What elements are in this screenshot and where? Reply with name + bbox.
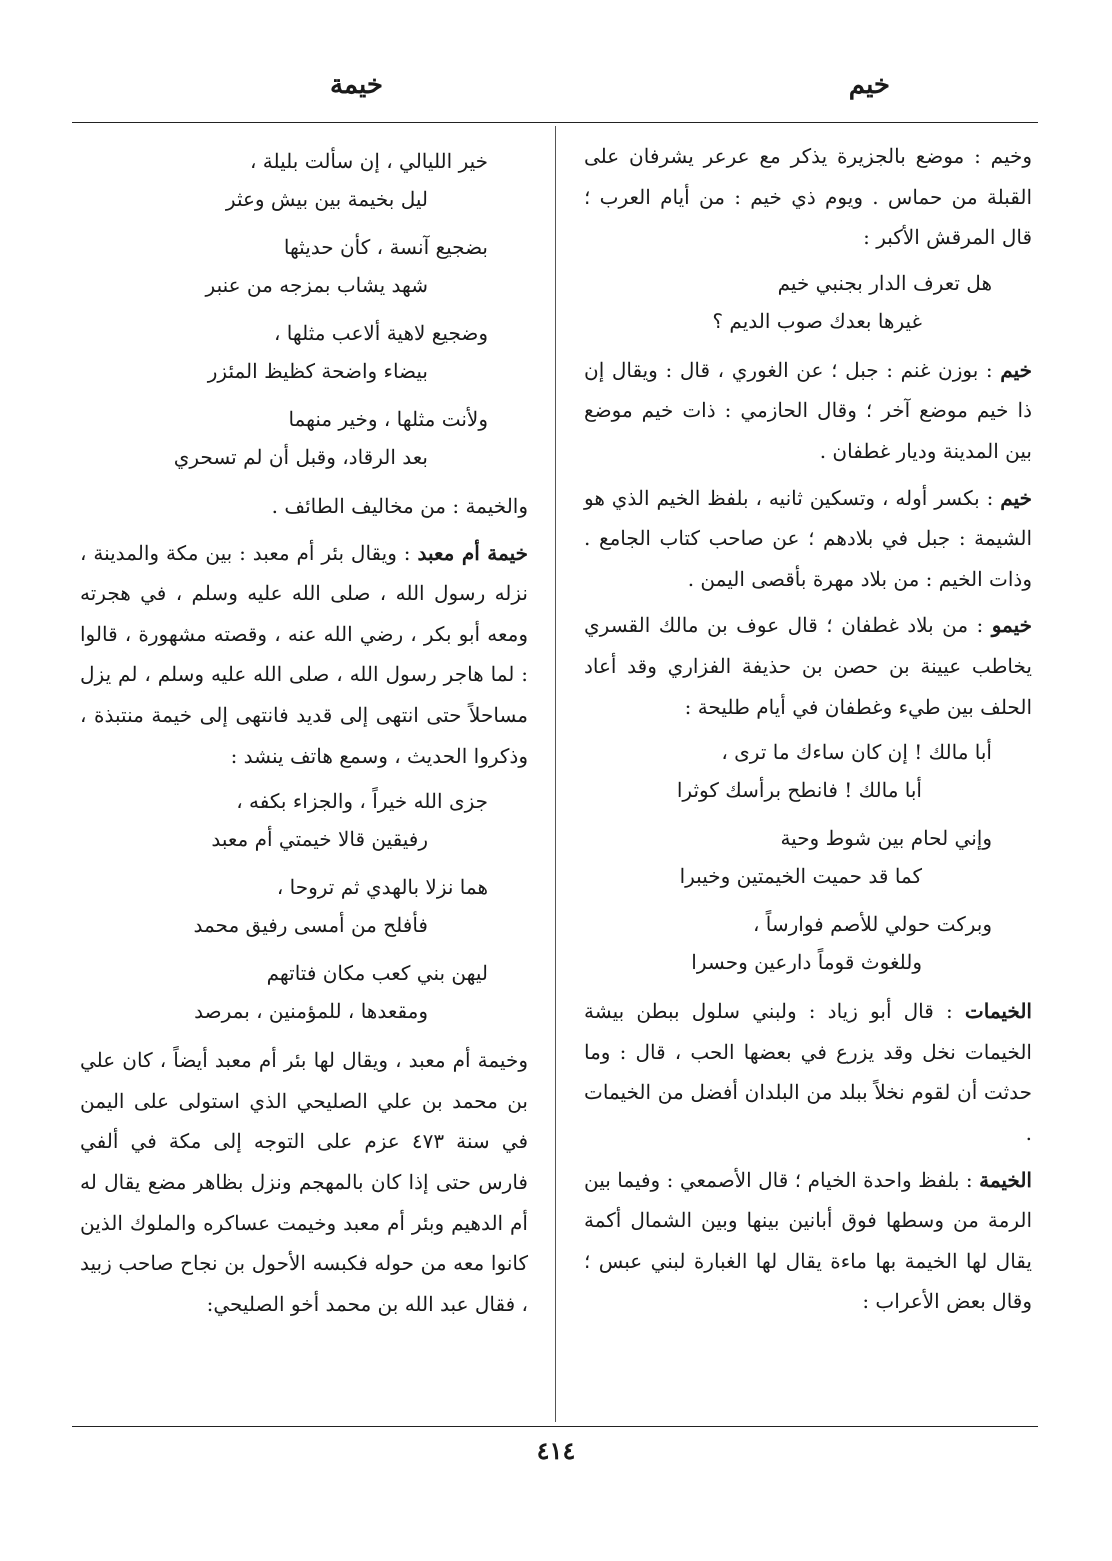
verse-line: وللغوث قوماً دارعين وحسرا — [691, 950, 922, 975]
entry-headword: خيم — [1000, 485, 1032, 510]
entry-headword: خيمو — [991, 613, 1032, 638]
verse-line: ولأنت مثلها ، وخير منهما — [288, 407, 488, 431]
entry-text: : بوزن غنم : جبل ؛ عن الغوري ، قال : ويقال إن ذا خيم موضع آخر ؛ وقال الحازمي : ذات خيم موضع بين المدينة وديار غطفان . — [584, 357, 1032, 463]
entry-al-khayma-taif — [80, 486, 528, 527]
entry-text: : من بلاد غطفان ؛ قال عوف بن مالك القسري يخاطب عيينة بن حصن بن حذيفة الفزاري وقد أعاد الحلف بين طيء وغطفان في أيام طليحة : — [584, 613, 1032, 719]
verse-line: وبركت حولي للأصم فوارساً ، — [752, 912, 992, 937]
verse-line: ومقعدها ، للمؤمنين ، بمرصد — [194, 999, 428, 1024]
entry-khaym-mountain — [584, 478, 1032, 600]
verse-line: أبا مالك ! فانطح برأسك كوثرا — [676, 778, 922, 803]
footer-rule — [72, 1426, 1038, 1427]
left-running-headword: خيمة — [330, 70, 383, 100]
entry-text: : بكسر أوله ، وتسكين ثانيه ، بلفظ الخيم الذي هو الشيمة : جبل في بلادهم ؛ عن صاحب كتاب الجامع . وذات الخيم : من بلاد مهرة بأقصى اليمن . — [584, 485, 1032, 591]
verse-block — [80, 400, 528, 476]
verse-line: بضجيع آنسة ، كأن حديثها — [283, 235, 488, 259]
right-column — [584, 136, 1032, 1328]
verse-line: هل تعرف الدار بجنبي خيم — [777, 270, 992, 295]
verse-block — [80, 868, 528, 944]
entry-text: : قال أبو زياد : ولبني سلول ببطن بيشة الخيمات نخل وقد يزرع في بعضها الحب ، قال : وما حدثت أن لقوم نخلاً ببلد من البلدان أفضل من الخيمات . — [584, 999, 1032, 1145]
verse-block — [80, 954, 528, 1030]
entry-continuation — [80, 1040, 528, 1324]
entry-headword: خيم — [1000, 357, 1032, 382]
verse-line: وضجيع لاهية ألاعب مثلها ، — [273, 321, 488, 345]
verse-line: بعد الرقاد، وقبل أن لم تسحري — [173, 445, 428, 469]
verse-line: فأفلح من أمسى رفيق محمد — [193, 913, 428, 938]
verse-line: وإني لحام بين شوط وحية — [780, 826, 992, 851]
verse-block — [80, 142, 528, 218]
verse-line: جزى الله خيراً ، والجزاء بكفه ، — [236, 789, 488, 814]
page-header — [70, 70, 1040, 110]
header-rule — [72, 122, 1038, 123]
entry-khaym-place — [584, 136, 1032, 258]
entry-khaymat-umm-mabad — [80, 533, 528, 777]
verse-line: خير الليالي ، إن سألت بليلة ، — [249, 149, 488, 173]
verse-line: رفيقين قالا خيمتي أم معبد — [211, 827, 428, 852]
entry-al-khaymat — [584, 991, 1032, 1153]
entry-khaymu — [584, 605, 1032, 727]
verse-block — [80, 228, 528, 304]
right-running-headword: خيم — [848, 70, 890, 100]
entry-headword: خيمة أم معبد — [417, 540, 528, 565]
left-column — [80, 136, 528, 1330]
verse-line: غيرها بعدك صوب الديم ؟ — [712, 308, 922, 333]
verse-block — [584, 264, 1032, 340]
entry-headword: الخيمات — [964, 999, 1032, 1024]
verse-line: بيضاء واضحة كظيظ المئزر — [207, 359, 428, 383]
entry-headword: الخيمة — [979, 1167, 1032, 1192]
verse-line: ليل بخيمة بين بيش وعثر — [225, 187, 428, 211]
page-number: ٤١٤ — [536, 1436, 576, 1465]
entry-text: : ويقال بئر أم معبد : بين مكة والمدينة ، نزله رسول الله ، صلى الله عليه وسلم ، في هجرته ومعه أبو بكر ، رضي الله عنه ، وقصته مشهورة ، قالوا : لما هاجر رسول الله ، صلى الله عليه وسلم ، لم يزل مساحلاً حتى انتهى إلى قديد فانتهى إلى خيمة منتبذة ، وذكروا الحديث ، وسمع هاتف ينشد : — [80, 540, 528, 768]
verse-block — [80, 314, 528, 390]
verse-line: كما قد حميت الخيمتين وخيبرا — [679, 864, 922, 889]
entry-text: وخيمة أم معبد ، ويقال لها بئر أم معبد أيضاً ، كان علي بن محمد بن علي الصليحي الذي استولى على اليمن في سنة ٤٧٣ عزم على التوجه إلى مكة في ألفي فارس حتى إذا كان بالمهجم ونزل بظاهر مضع يقال له أم الدهيم وبئر أم معبد وخيمت عساكره والملوك الذين كانوا معه من حوله فكبسه الأحول بن نجاح صاحب زبيد ، فقال عبد الله بن محمد أخو الصليحي: — [80, 1048, 528, 1316]
entry-text: والخيمة : من مخاليف الطائف . — [271, 494, 528, 518]
entry-khayam — [584, 350, 1032, 472]
verse-block — [80, 782, 528, 858]
verse-block — [584, 905, 1032, 981]
verse-line: هما نزلا بالهدي ثم تروحا ، — [276, 875, 488, 900]
entry-text: : بلفظ واحدة الخيام ؛ قال الأصمعي : وفيما بين الرمة من وسطها فوق أبانين بينها وبين الشمال أكمة يقال لها الخيمة بها ماءة يقال لها الغبارة لبني عبس ؛ وقال بعض الأعراب : — [584, 1167, 1032, 1314]
verse-block — [584, 819, 1032, 895]
verse-block — [584, 733, 1032, 809]
entry-al-khayma — [584, 1160, 1032, 1322]
column-divider — [555, 126, 556, 1422]
verse-line: شهد يشاب بمزجه من عنبر — [205, 273, 428, 297]
entry-text: وخيم : موضع بالجزيرة يذكر مع عرعر يشرفان على القبلة من حماس . ويوم ذي خيم : من أيام العرب ؛ قال المرقش الأكبر : — [584, 144, 1032, 250]
verse-line: أبا مالك ! إن كان ساءك ما ترى ، — [721, 740, 992, 765]
verse-line: ليهن بني كعب مكان فتاتهم — [266, 961, 488, 986]
